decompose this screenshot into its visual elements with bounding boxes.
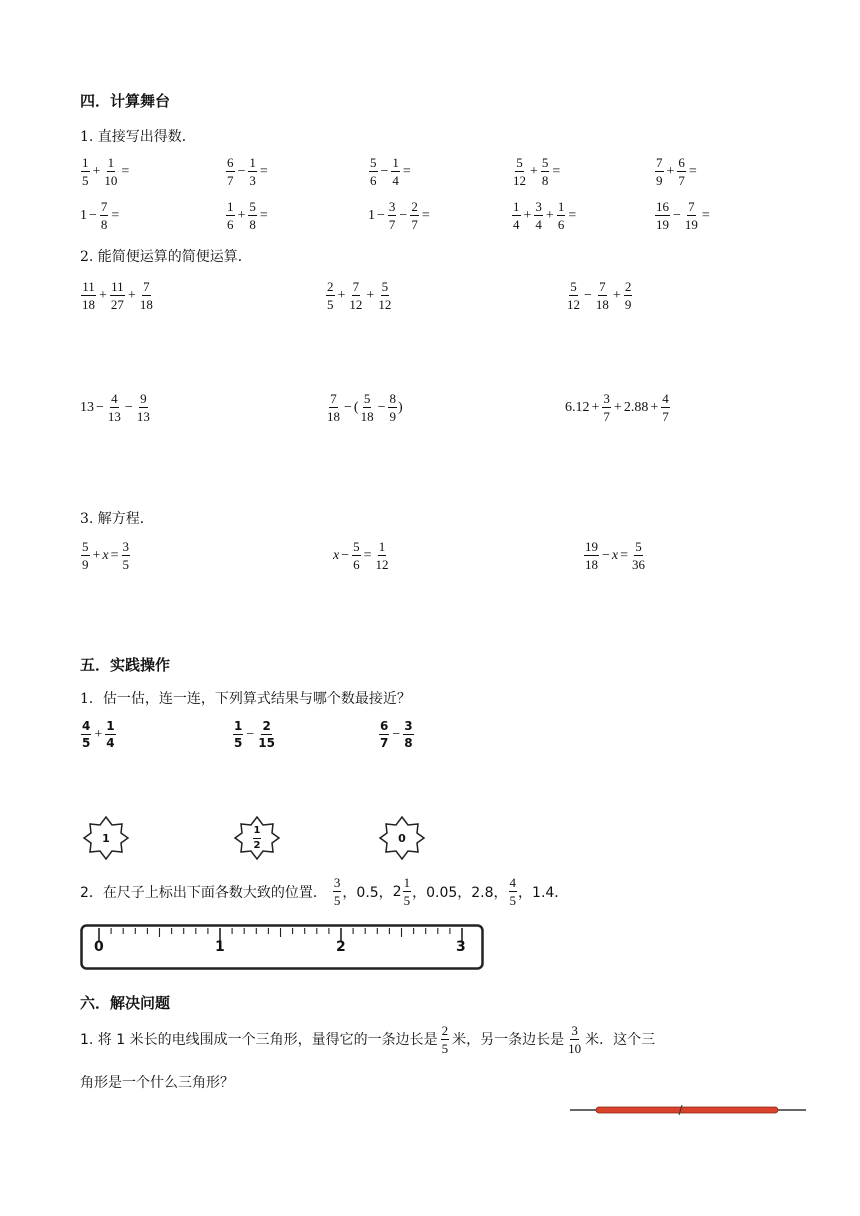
ruler[interactable]	[80, 924, 484, 970]
equation-2: x − $\frac{5}{6}$ = $\frac{1}{12}$	[333, 539, 389, 572]
question-ruler: 2．在尺子上标出下面各数大致的位置． 3 5 ，0.5， 2 1 5 ，0.05，2.8， 4 5 ，1.4．	[80, 875, 569, 908]
problem-1-line-1: 1. 将 1 米长的电线围成一个三角形，量得它的一条边长是 2 5 米，另一条边长是 3 10 米．这个三	[80, 1023, 656, 1056]
question-direct-calc: 1. 直接写出得数．	[80, 129, 196, 145]
calc-r1-1: 1 5 + $\frac{1}{10}$ =	[82, 155, 130, 188]
ruler-label-0: 0	[94, 939, 104, 955]
calc-r2-3: 1 − $\frac{3}{7}$ − $\frac{2}{7}$ =	[368, 199, 430, 232]
ruler-label-2: 2	[336, 939, 346, 955]
section6-title: 六．解决问题	[80, 994, 171, 1012]
star-badge-0[interactable]: 0	[378, 815, 426, 861]
calc-r2-1: 1 − $\frac{7}{8}$ =	[80, 199, 120, 232]
simplify-6: 6.12 + $\frac{3}{7}$ + 2.88 + $\frac{4}{7}$	[565, 391, 669, 424]
simplify-5: 7 18 − ( 5 18 − $\frac{8}{9}$ )	[327, 391, 403, 424]
section4-title: 四．计算舞台	[80, 92, 171, 110]
calc-r1-4: 5 12 + $\frac{5}{8}$ =	[513, 155, 561, 188]
estimate-expr-3: 6 7 − $\frac{3}{8}$	[380, 719, 413, 750]
calc-r1-2: 6 7 − $\frac{1}{3}$ =	[227, 155, 268, 188]
problem-1-line-2: 角形是一个什么三角形？	[80, 1075, 234, 1091]
calc-r2-2: 1 6 + $\frac{5}{8}$ =	[227, 199, 268, 232]
simplify-4: 13 − $\frac{4}{13}$ − $\frac{9}{13}$	[80, 391, 150, 424]
equation-3: 19 18 − x = $\frac{5}{36}$	[585, 539, 646, 572]
ruler-label-1: 1	[215, 939, 225, 955]
section5-title: 五．实践操作	[80, 656, 171, 674]
simplify-2: 2 5 + $\frac{7}{12}$ + $\frac{5}{12}$	[327, 279, 392, 312]
question-equations: 3. 解方程．	[80, 511, 154, 527]
wire-image	[570, 1102, 806, 1118]
ruler-label-3: 3	[456, 939, 466, 955]
simplify-3: 5 12 − $\frac{7}{18}$ + $\frac{2}{9}$	[567, 279, 632, 312]
calc-r2-4: 1 4 + $\frac{3}{4}$ + $\frac{1}{6}$ =	[513, 199, 577, 232]
question-estimate: 1．估一估，连一连，下列算式结果与哪个数最接近？	[80, 691, 411, 707]
simplify-1: 11 18 + $\frac{11}{27}$ + $\frac{7}{18}$	[82, 279, 153, 312]
star-badge-1[interactable]: 1	[82, 815, 130, 861]
star-badge-half[interactable]: 1 2	[233, 815, 281, 861]
question-simplify: 2. 能简便运算的简便运算．	[80, 249, 252, 265]
calc-r2-5: 16 19 − $\frac{7}{19}$ =	[656, 199, 710, 232]
equation-1: 5 9 + x = $\frac{3}{5}$	[82, 539, 130, 572]
calc-r1-3: 5 6 − $\frac{1}{4}$ =	[370, 155, 411, 188]
estimate-expr-2: 1 5 − $\frac{2}{15}$	[234, 719, 275, 750]
calc-r1-5: 7 9 + $\frac{6}{7}$ =	[656, 155, 697, 188]
estimate-expr-1: 4 5 + $\frac{1}{4}$	[82, 719, 115, 750]
